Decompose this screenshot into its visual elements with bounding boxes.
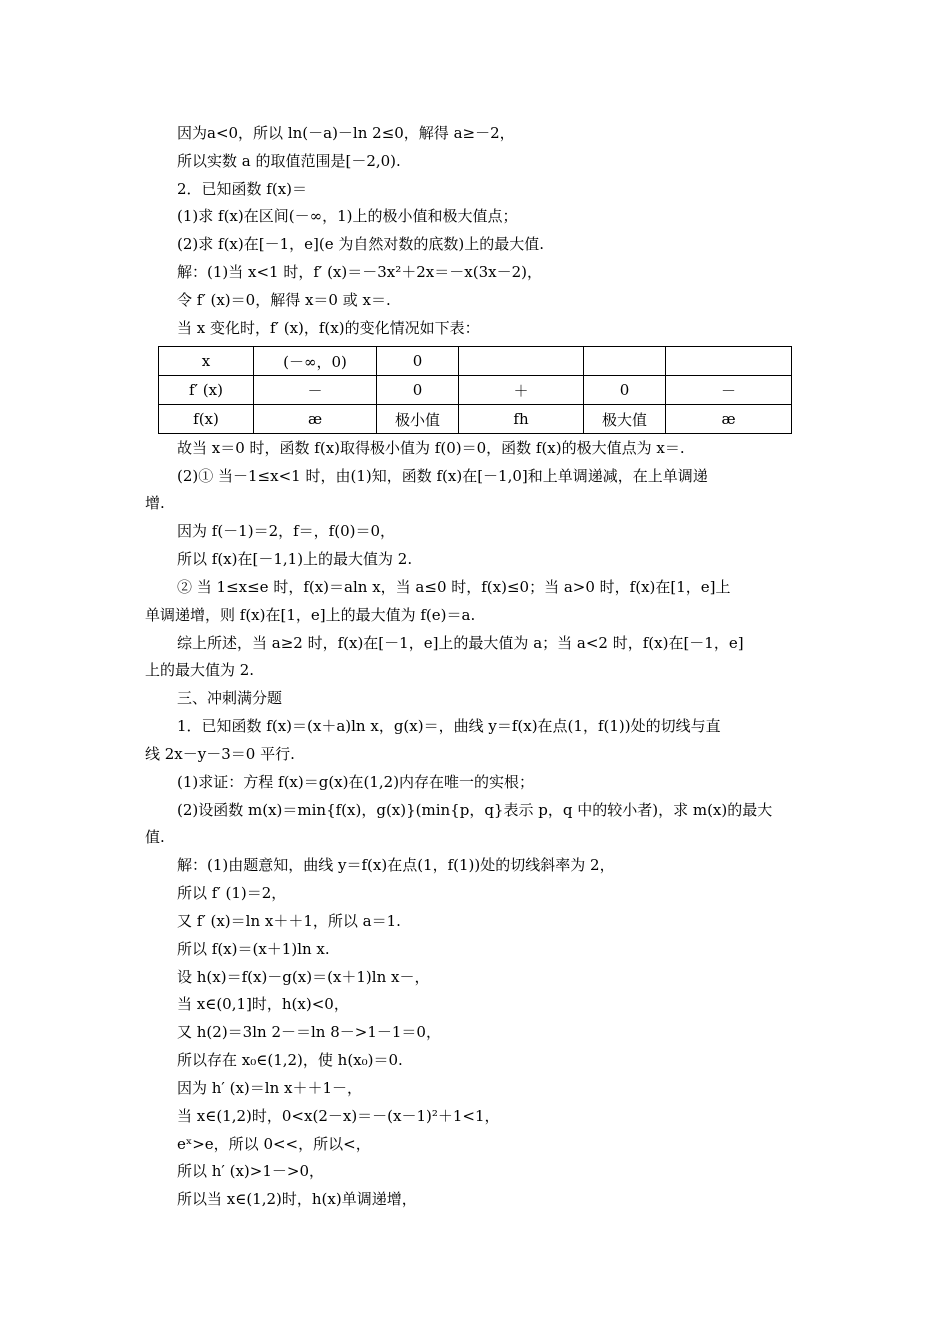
- text-line: 所以存在 x₀∈(1,2)，使 h(x₀)＝0.: [177, 1051, 403, 1069]
- text-line: (2)设函数 m(x)＝min{f(x)，g(x)}(min{p，q}表示 p，q 中的较小者)，求 m(x)的最大: [177, 801, 773, 819]
- table-cell: 0: [584, 376, 666, 405]
- text-line: eˣ>e，所以 0<<，所以<，: [177, 1135, 371, 1153]
- text-line: 所以 f′ (1)＝2，: [177, 884, 287, 902]
- text-line: 又 h(2)＝3ln 2－＝ln 8－>1－1＝0，: [177, 1023, 441, 1041]
- table-cell: [666, 347, 792, 376]
- table-cell: [459, 347, 584, 376]
- text-line: (1)求 f(x)在区间(－∞，1)上的极小值和极大值点；: [177, 207, 518, 225]
- text-line: 所以当 x∈(1,2)时，h(x)单调递增，: [177, 1190, 417, 1208]
- table-cell: (－∞，0): [254, 347, 377, 376]
- text-line: 解：(1)当 x<1 时，f′ (x)＝－3x²＋2x＝－x(3x－2)，: [177, 263, 542, 281]
- text-line: (2)求 f(x)在[－1，e](e 为自然对数的底数)上的最大值.: [177, 235, 544, 253]
- table-cell: 0: [377, 347, 459, 376]
- table-cell: [584, 347, 666, 376]
- text-line: 因为a<0，所以 ln(－a)－ln 2≤0，解得 a≥－2，: [177, 124, 515, 142]
- table-cell: ＋: [459, 376, 584, 405]
- table-cell: fh: [459, 405, 584, 434]
- text-line: ② 当 1≤x≤e 时，f(x)＝aln x，当 a≤0 时，f(x)≤0；当 a>0 时，f(x)在[1，e]上: [177, 578, 731, 596]
- table-row: [159, 376, 792, 405]
- text-line: 1．已知函数 f(x)＝(x＋a)ln x，g(x)＝，曲线 y＝f(x)在点(1，f(1))处的切线与直: [177, 717, 721, 735]
- text-line: 单调递增，则 f(x)在[1，e]上的最大值为 f(e)＝a.: [145, 606, 476, 624]
- table-row: [159, 405, 792, 434]
- table-cell: 极小值: [377, 405, 459, 434]
- table-cell: f′ (x): [159, 376, 254, 405]
- text-line: 增.: [145, 494, 165, 512]
- text-line: 因为 h′ (x)＝ln x＋＋1－，: [177, 1079, 362, 1097]
- text-line: 又 f′ (x)＝ln x＋＋1，所以 a＝1.: [177, 912, 401, 930]
- table-cell: 极大值: [584, 405, 666, 434]
- text-line: 所以 f(x)在[－1,1)上的最大值为 2.: [177, 550, 413, 568]
- text-line: 设 h(x)＝f(x)－g(x)＝(x＋1)ln x－，: [177, 968, 430, 986]
- text-line: 综上所述，当 a≥2 时，f(x)在[－1，e]上的最大值为 a；当 a<2 时，f(x)在[－1，e]: [177, 634, 744, 652]
- text-line: 上的最大值为 2.: [145, 661, 255, 679]
- text-line: (1)求证：方程 f(x)＝g(x)在(1,2)内存在唯一的实根；: [177, 773, 535, 791]
- text-line: 所以 h′ (x)>1－>0，: [177, 1162, 324, 1180]
- text-line: 值.: [145, 828, 165, 846]
- text-line: 线 2x－y－3＝0 平行.: [145, 745, 295, 763]
- table-row: [159, 347, 792, 376]
- text-line: 当 x 变化时，f′ (x)，f(x)的变化情况如下表：: [177, 319, 480, 337]
- text-line: 解：(1)由题意知，曲线 y＝f(x)在点(1，f(1))处的切线斜率为 2，: [177, 856, 615, 874]
- text-line: 令 f′ (x)＝0，解得 x＝0 或 x＝.: [177, 291, 391, 309]
- variation-table: [158, 346, 792, 434]
- table-cell: f(x): [159, 405, 254, 434]
- text-line: 当 x∈(0,1]时，h(x)<0，: [177, 995, 349, 1013]
- problem-2-heading: 2．已知函数 f(x)＝: [177, 180, 308, 198]
- text-line: 所以 f(x)＝(x＋1)ln x.: [177, 940, 330, 958]
- text-line: 当 x∈(1,2)时，0<x(2－x)＝－(x－1)²＋1<1，: [177, 1107, 500, 1125]
- text-line: (2)① 当－1≤x<1 时，由(1)知，函数 f(x)在[－1,0]和上单调递减，在上单调递: [177, 467, 708, 485]
- table-cell: －: [254, 376, 377, 405]
- text-line: 故当 x＝0 时，函数 f(x)取得极小值为 f(0)＝0，函数 f(x)的极大值点为 x＝.: [177, 439, 685, 457]
- table-cell: æ: [666, 405, 792, 434]
- text-line: 因为 f(－1)＝2，f＝，f(0)＝0，: [177, 522, 396, 540]
- text-line: 所以实数 a 的取值范围是[－2,0).: [177, 152, 401, 170]
- table-cell: －: [666, 376, 792, 405]
- section-heading: 三、冲刺满分题: [177, 689, 283, 707]
- table-cell: æ: [254, 405, 377, 434]
- table-cell: x: [159, 347, 254, 376]
- table-cell: 0: [377, 376, 459, 405]
